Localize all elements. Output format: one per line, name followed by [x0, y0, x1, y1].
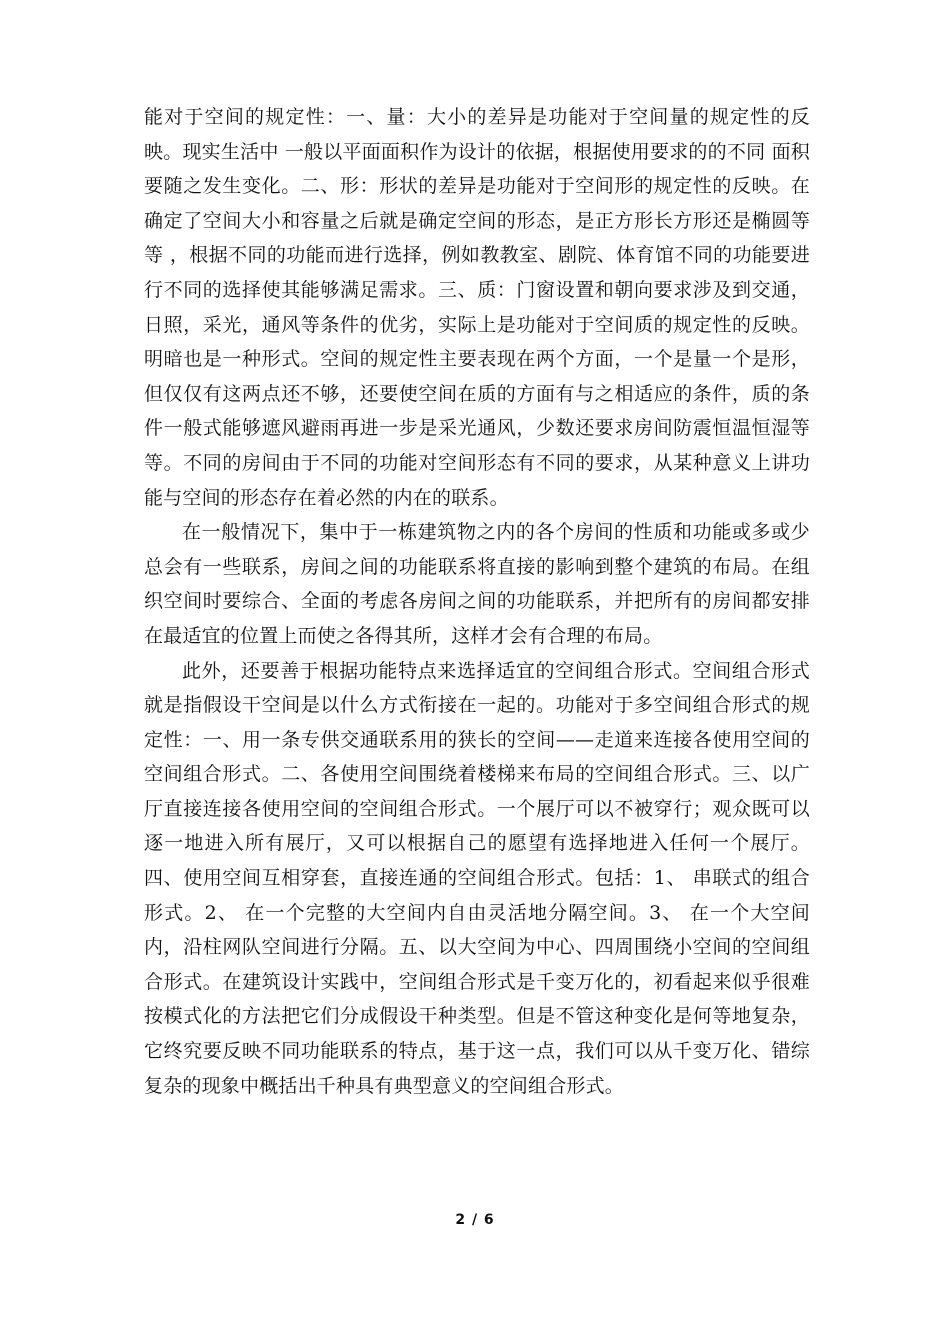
paragraph-3: 此外，还要善于根据功能特点来选择适宜的空间组合形式。空间组合形式就是指假设干空间是以什么方式衔接在一起的。功能对于多空间组合形式的规定性：一、用一条专供交通联系用的狭长的空间——走道来连接各使用空间的空间组合形式。二、各使用空间围绕着楼梯来布局的空间组合形式。三、以广厅直接连接各使用空间的空间组合形式。一个展厅可以不被穿行；观众既可以逐一地进入所有展厅，又可以根据自己的愿望有选择地进入任何一个展厅。四、使用空间互相穿套，直接连通的空间组合形式。包括：1、 串联式的组合形式。2、 在一个完整的大空间内自由灵活地分隔空间。3、 在一个大空间内，沿柱网队空间进行分隔。五、以大空间为中心、四周围绕小空间的空间组合形式。在建筑设计实践中，空间组合形式是千变万化的，初看起来似乎很难按模式化的方法把它们分成假设干种类型。但是不管这种变化是何等地复杂，它终究要反映不同功能联系的特点，基于这一点，我们可以从千变万化、错综复杂的现象中概括出千种具有典型意义的空间组合形式。 [144, 659, 810, 1097]
page-number: 2 / 6 [455, 1212, 495, 1228]
document-body [144, 100, 810, 1103]
paragraph-2: 在一般情况下，集中于一栋建筑物之内的各个房间的性质和功能或多或少总会有一些联系，房间之间的功能联系将直接的影响到整个建筑的布局。在组织空间时要综合、全面的考虑各房间之间的功能联系，并把所有的房间都安排在最适宜的位置上而使之各得其所，这样才会有合理的布局。 [144, 521, 810, 647]
paragraph-1: 能对于空间的规定性：一、量：大小的差异是功能对于空间量的规定性的反映。现实生活中 一般以平面面积作为设计的依据，根据使用要求的的不同 面积要随之发生变化。二、形：形状的差异是功能对于空间形的规定性的反映。在确定了空间大小和容量之后就是确定空间的形态，是正方形长方形还是椭圆等等 ，根据不同的功能而进行选择，例如教教室、剧院、体育馆不同的功能要进行不同的选择使其能够满足需求。三、质：门窗设置和朝向要求涉及到交通，日照，采光，通风等条件的优劣，实际上是功能对于空间质的规定性的反映。明暗也是一种形式。空间的规定性主要表现在两个方面，一个是量一个是形，但仅仅有这两点还不够，还要使空间在质的方面有与之相适应的条件，质的条件一般式能够遮风避雨再进一步是采光通风，少数还要求房间防震恒温恒湿等等。不同的房间由于不同的功能对空间形态有不同的要求，从某种意义上讲功能与空间的形态存在着必然的内在的联系。 [144, 106, 810, 509]
